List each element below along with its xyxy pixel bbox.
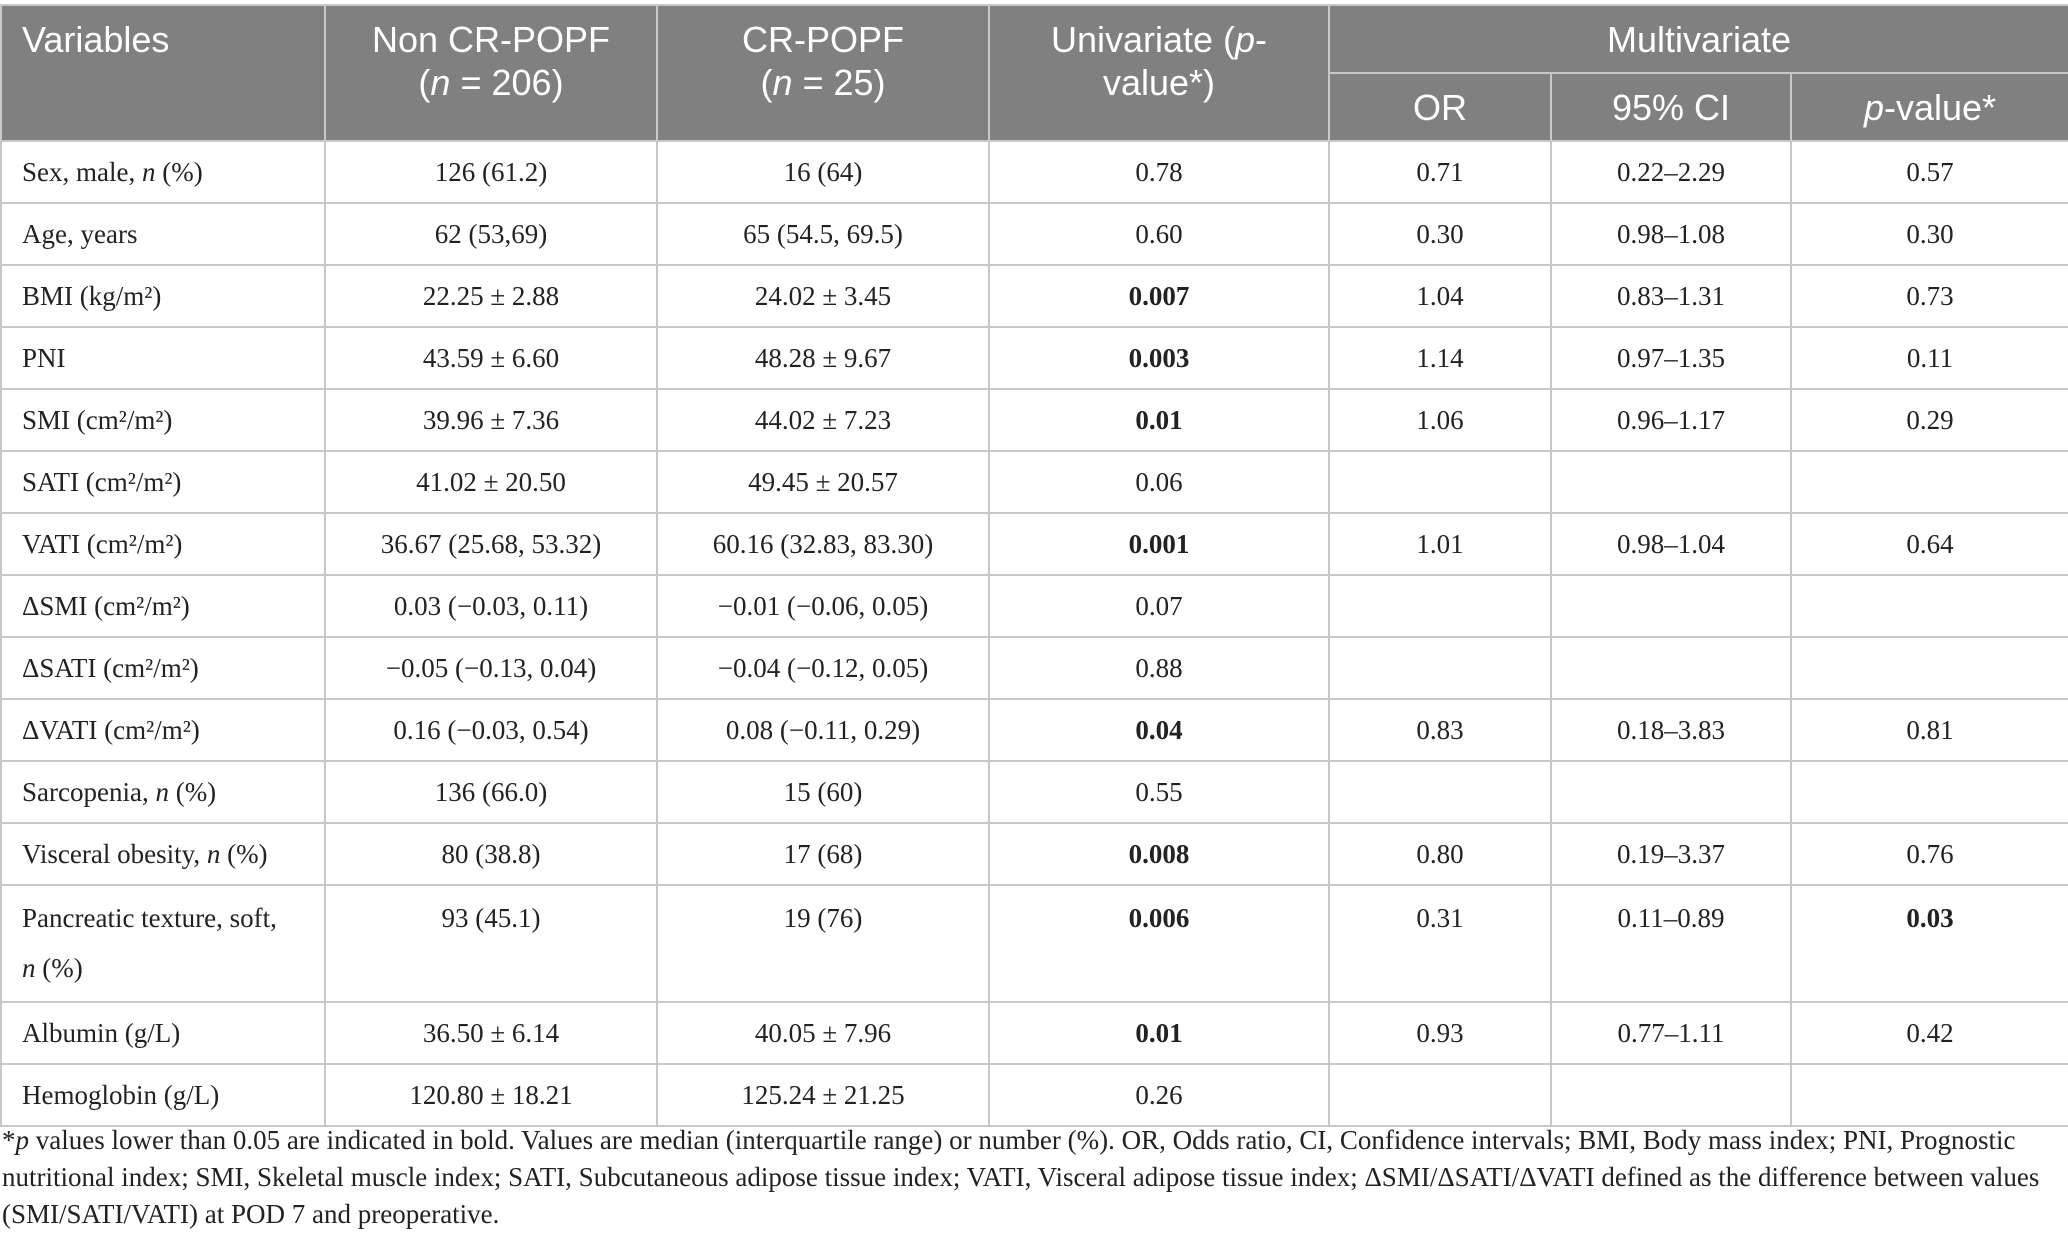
or-cell: 1.06 [1329, 389, 1551, 451]
variable-cell [1, 141, 325, 203]
table-row [1, 761, 2068, 823]
or-cell: 0.93 [1329, 1002, 1551, 1064]
univariate-p-cell: 0.007 [989, 265, 1329, 327]
table-row [1, 265, 2068, 327]
non-cr-popf-cell: 80 (38.8) [325, 823, 657, 885]
non-cr-popf-cell: 0.16 (−0.03, 0.54) [325, 699, 657, 761]
non-cr-popf-cell: 36.67 (25.68, 53.32) [325, 513, 657, 575]
variable-cell [1, 1002, 325, 1064]
univariate-p-cell: 0.78 [989, 141, 1329, 203]
variable-label: BMI (kg/m²) [22, 281, 162, 311]
footnote-p: p [15, 1125, 29, 1155]
variable-cell [1, 885, 325, 1002]
multivariate-p-cell [1791, 761, 2068, 823]
or-cell [1329, 575, 1551, 637]
variable-label: Visceral obesity, [22, 839, 207, 869]
univariate-p-cell: 0.07 [989, 575, 1329, 637]
non-cr-popf-cell: 41.02 ± 20.50 [325, 451, 657, 513]
non-cr-popf-cell: 39.96 ± 7.36 [325, 389, 657, 451]
variable-cell [1, 699, 325, 761]
cr-popf-cell: 19 (76) [657, 885, 989, 1002]
variable-cell [1, 203, 325, 265]
header-p-value: p-value* [1791, 73, 2068, 141]
or-cell [1329, 451, 1551, 513]
table-row [1, 637, 2068, 699]
ci-cell [1551, 451, 1791, 513]
variable-label: Sex, male, [22, 157, 142, 187]
non-cr-popf-cell: 36.50 ± 6.14 [325, 1002, 657, 1064]
variable-label: ΔVATI (cm²/m²) [22, 715, 200, 745]
footnote-text: values lower than 0.05 are indicated in bold. Values are median (interquartile range) or number (%). OR, Odds ratio, CI, Confidence intervals; BMI, Body mass index; PNI, Prognostic nutritional index; SMI, Skeletal muscle index; SATI, Subcutaneous adipose tissue index; VATI, Visceral adipose tissue index; ΔSMI/ΔSATI/ΔVATI defined as the difference between values (SMI/SATI/VATI) at POD 7 and preoperative. [2, 1125, 2040, 1229]
header-univariate: Univariate (p- value*) [989, 5, 1329, 141]
cr-popf-cell: 17 (68) [657, 823, 989, 885]
ci-cell: 0.11–0.89 [1551, 885, 1791, 1002]
univariate-p-cell: 0.04 [989, 699, 1329, 761]
header-variables: Variables [1, 5, 325, 141]
non-cr-popf-cell: 0.03 (−0.03, 0.11) [325, 575, 657, 637]
non-cr-popf-cell: 22.25 ± 2.88 [325, 265, 657, 327]
variable-n: n [22, 953, 36, 983]
variable-label: ΔSATI (cm²/m²) [22, 653, 199, 683]
table-body [1, 141, 2068, 1126]
ci-cell [1551, 637, 1791, 699]
header-or: OR [1329, 73, 1551, 141]
ci-cell [1551, 761, 1791, 823]
or-cell: 1.01 [1329, 513, 1551, 575]
footnote [2, 1122, 2052, 1233]
variable-cell [1, 575, 325, 637]
multivariate-p-cell [1791, 1064, 2068, 1126]
univariate-p-cell: 0.006 [989, 885, 1329, 1002]
cr-popf-cell: 16 (64) [657, 141, 989, 203]
univariate-p-cell: 0.003 [989, 327, 1329, 389]
multivariate-p-cell [1791, 637, 2068, 699]
ci-cell: 0.83–1.31 [1551, 265, 1791, 327]
variable-suffix: (%) [155, 157, 203, 187]
ci-cell: 0.18–3.83 [1551, 699, 1791, 761]
cr-popf-cell: 125.24 ± 21.25 [657, 1064, 989, 1126]
table-row [1, 389, 2068, 451]
table-row [1, 1064, 2068, 1126]
header-cr-popf-n: 25 [833, 62, 874, 103]
non-cr-popf-cell: 120.80 ± 18.21 [325, 1064, 657, 1126]
table-row [1, 699, 2068, 761]
non-cr-popf-cell: 43.59 ± 6.60 [325, 327, 657, 389]
multivariate-p-cell: 0.57 [1791, 141, 2068, 203]
ci-cell [1551, 575, 1791, 637]
cr-popf-cell: 15 (60) [657, 761, 989, 823]
header-row [1, 5, 2068, 73]
variable-label: Pancreatic texture, soft, [22, 903, 277, 933]
header-non-cr-popf: Non CR-POPF (n = 206) [325, 5, 657, 141]
ci-cell: 0.98–1.08 [1551, 203, 1791, 265]
or-cell: 0.31 [1329, 885, 1551, 1002]
non-cr-popf-cell: 62 (53,69) [325, 203, 657, 265]
univariate-p-cell: 0.001 [989, 513, 1329, 575]
non-cr-popf-cell: 93 (45.1) [325, 885, 657, 1002]
table-row [1, 823, 2068, 885]
non-cr-popf-cell: 126 (61.2) [325, 141, 657, 203]
non-cr-popf-cell: −0.05 (−0.13, 0.04) [325, 637, 657, 699]
variable-cell [1, 265, 325, 327]
table-row [1, 1002, 2068, 1064]
multivariate-p-cell [1791, 451, 2068, 513]
or-cell: 0.71 [1329, 141, 1551, 203]
or-cell [1329, 1064, 1551, 1126]
table-row [1, 575, 2068, 637]
cr-popf-cell: 60.16 (32.83, 83.30) [657, 513, 989, 575]
ci-cell: 0.22–2.29 [1551, 141, 1791, 203]
variable-label: VATI (cm²/m²) [22, 529, 183, 559]
variable-cell [1, 761, 325, 823]
variable-cell [1, 327, 325, 389]
variable-cell [1, 513, 325, 575]
ci-cell: 0.98–1.04 [1551, 513, 1791, 575]
cr-popf-cell: 40.05 ± 7.96 [657, 1002, 989, 1064]
univariate-p-cell: 0.60 [989, 203, 1329, 265]
variable-label: Age, years [22, 219, 138, 249]
univariate-p-cell: 0.55 [989, 761, 1329, 823]
ci-cell [1551, 1064, 1791, 1126]
ci-cell: 0.19–3.37 [1551, 823, 1791, 885]
variable-suffix: (%) [168, 777, 217, 807]
table-row [1, 327, 2068, 389]
or-cell: 1.04 [1329, 265, 1551, 327]
multivariate-p-cell: 0.42 [1791, 1002, 2068, 1064]
ci-cell: 0.97–1.35 [1551, 327, 1791, 389]
table-row [1, 141, 2068, 203]
or-cell: 0.83 [1329, 699, 1551, 761]
non-cr-popf-cell: 136 (66.0) [325, 761, 657, 823]
cr-popf-cell: 0.08 (−0.11, 0.29) [657, 699, 989, 761]
univariate-p-cell: 0.008 [989, 823, 1329, 885]
multivariate-p-cell: 0.76 [1791, 823, 2068, 885]
variable-label: PNI [22, 343, 66, 373]
ci-cell: 0.96–1.17 [1551, 389, 1791, 451]
cr-popf-cell: 24.02 ± 3.45 [657, 265, 989, 327]
cr-popf-cell: 49.45 ± 20.57 [657, 451, 989, 513]
multivariate-p-cell: 0.81 [1791, 699, 2068, 761]
variable-n: n [155, 777, 169, 807]
or-cell [1329, 637, 1551, 699]
cr-popf-cell: 65 (54.5, 69.5) [657, 203, 989, 265]
multivariate-p-cell: 0.64 [1791, 513, 2068, 575]
header-univariate-suffix: value*) [1102, 62, 1216, 103]
variable-label: Sarcopenia, [22, 777, 156, 807]
variable-cell [1, 389, 325, 451]
cr-popf-cell: −0.04 (−0.12, 0.05) [657, 637, 989, 699]
variable-label: ΔSMI (cm²/m²) [22, 591, 190, 621]
multivariate-p-cell: 0.30 [1791, 203, 2068, 265]
footnote-star: * [2, 1125, 16, 1155]
cr-popf-cell: 48.28 ± 9.67 [657, 327, 989, 389]
table-row [1, 451, 2068, 513]
univariate-p-cell: 0.26 [989, 1064, 1329, 1126]
univariate-p-cell: 0.06 [989, 451, 1329, 513]
or-cell: 0.30 [1329, 203, 1551, 265]
table-row [1, 203, 2068, 265]
variable-label: Albumin (g/L) [22, 1018, 181, 1048]
header-univariate-label: Univariate ( [1050, 19, 1236, 60]
variable-n: n [206, 839, 221, 869]
or-cell: 0.80 [1329, 823, 1551, 885]
multivariate-p-cell: 0.73 [1791, 265, 2068, 327]
variable-label: SMI (cm²/m²) [22, 405, 173, 435]
cr-popf-cell: −0.01 (−0.06, 0.05) [657, 575, 989, 637]
or-cell [1329, 761, 1551, 823]
multivariate-p-cell: 0.29 [1791, 389, 2068, 451]
header-p-value-suffix: -value* [1883, 86, 1997, 128]
univariate-p-cell: 0.01 [989, 1002, 1329, 1064]
variable-n: n [141, 157, 156, 187]
variable-cell [1, 1064, 325, 1126]
variable-suffix: (%) [35, 953, 83, 983]
results-table [0, 4, 2068, 1127]
univariate-p-cell: 0.88 [989, 637, 1329, 699]
variable-cell [1, 451, 325, 513]
header-non-cr-popf-label: Non CR-POPF [371, 19, 611, 60]
header-multivariate: Multivariate [1329, 5, 2068, 73]
multivariate-p-cell: 0.03 [1791, 885, 2068, 1002]
variable-cell [1, 637, 325, 699]
variable-cell [1, 823, 325, 885]
table-row [1, 885, 2068, 1002]
variable-suffix: (%) [220, 839, 268, 869]
header-cr-popf-label: CR-POPF [742, 19, 904, 60]
ci-cell: 0.77–1.11 [1551, 1002, 1791, 1064]
or-cell: 1.14 [1329, 327, 1551, 389]
variable-label: Hemoglobin (g/L) [22, 1080, 220, 1110]
cr-popf-cell: 44.02 ± 7.23 [657, 389, 989, 451]
header-95-ci: 95% CI [1551, 73, 1791, 141]
header-cr-popf: CR-POPF (n = 25) [657, 5, 989, 141]
variable-label: SATI (cm²/m²) [22, 467, 182, 497]
univariate-p-cell: 0.01 [989, 389, 1329, 451]
multivariate-p-cell [1791, 575, 2068, 637]
header-non-cr-popf-n: 206 [491, 62, 552, 103]
multivariate-p-cell: 0.11 [1791, 327, 2068, 389]
table-row [1, 513, 2068, 575]
